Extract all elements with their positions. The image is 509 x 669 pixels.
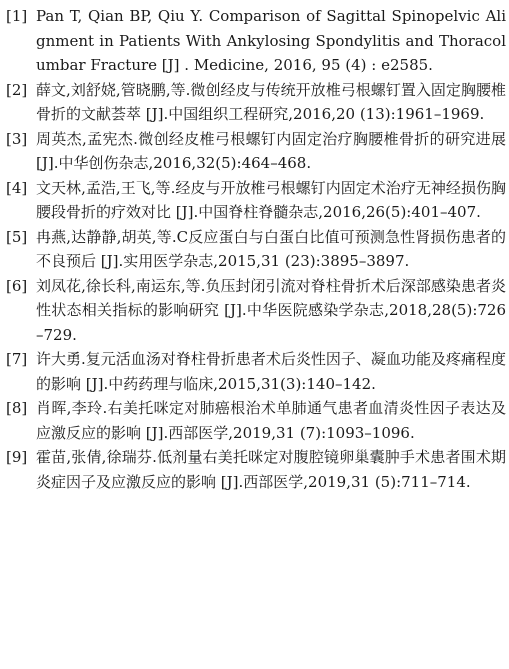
reference-text: 薛文,刘舒娆,管晓鹏,等.微创经皮与传统开放椎弓根螺钉置入固定胸腰椎骨折的文献荟萃 [J].中国组织工程研究,2016,20 (13):1961–1969. <box>36 80 506 123</box>
reference-item <box>6 225 506 274</box>
reference-item <box>6 78 506 127</box>
reference-item <box>6 396 506 445</box>
reference-number: [7] <box>6 350 28 368</box>
reference-number: [4] <box>6 178 28 197</box>
reference-number: [3] <box>6 129 28 148</box>
reference-item <box>6 445 506 494</box>
reference-number: [9] <box>6 448 28 466</box>
reference-number: [2] <box>6 80 28 99</box>
reference-text: Pan T, Qian BP, Qiu Y. Comparison of Sagittal Spinopelvic Alignment in Patients With Ankylosing Spondylitis and Thoracolumbar Fracture [J] . Medicine, 2016, 95 (4) : e2585. <box>36 7 506 74</box>
reference-item <box>6 4 506 78</box>
reference-number: [8] <box>6 399 28 417</box>
reference-list <box>6 4 506 494</box>
reference-number: [1] <box>6 7 28 25</box>
reference-number: [6] <box>6 276 28 295</box>
reference-number: [5] <box>6 227 28 246</box>
reference-text: 刘凤花,徐长科,南运东,等.负压封闭引流对脊柱骨折术后深部感染患者炎性状态相关指标的影响研究 [J].中华医院感染学杂志,2018,28(5):726–729. <box>36 276 506 344</box>
reference-item <box>6 347 506 396</box>
reference-text: 肖晖,李玲.右美托咪定对肺癌根治术单肺通气患者血清炎性因子表达及应激反应的影响 [J].西部医学,2019,31 (7):1093–1096. <box>36 399 506 442</box>
reference-item <box>6 176 506 225</box>
reference-text: 霍苗,张倩,徐瑞芬.低剂量右美托咪定对腹腔镜卵巢囊肿手术患者围术期炎症因子及应激反应的影响 [J].西部医学,2019,31 (5):711–714. <box>36 448 506 491</box>
reference-text: 周英杰,孟宪杰.微创经皮椎弓根螺钉内固定治疗胸腰椎骨折的研究进展 [J].中华创伤杂志,2016,32(5):464–468. <box>36 129 506 172</box>
reference-text: 冉燕,达静静,胡英,等.C反应蛋白与白蛋白比值可预测急性肾损伤患者的不良预后 [J].实用医学杂志,2015,31 (23):3895–3897. <box>36 227 506 270</box>
reference-item <box>6 127 506 176</box>
reference-item <box>6 274 506 348</box>
reference-text: 许大勇.复元活血汤对脊柱骨折患者术后炎性因子、凝血功能及疼痛程度的影响 [J].中药药理与临床,2015,31(3):140–142. <box>36 350 506 393</box>
reference-text: 文天林,孟浩,王飞,等.经皮与开放椎弓根螺钉内固定术治疗无神经损伤胸腰段骨折的疗效对比 [J].中国脊柱脊髓杂志,2016,26(5):401–407. <box>36 178 506 221</box>
